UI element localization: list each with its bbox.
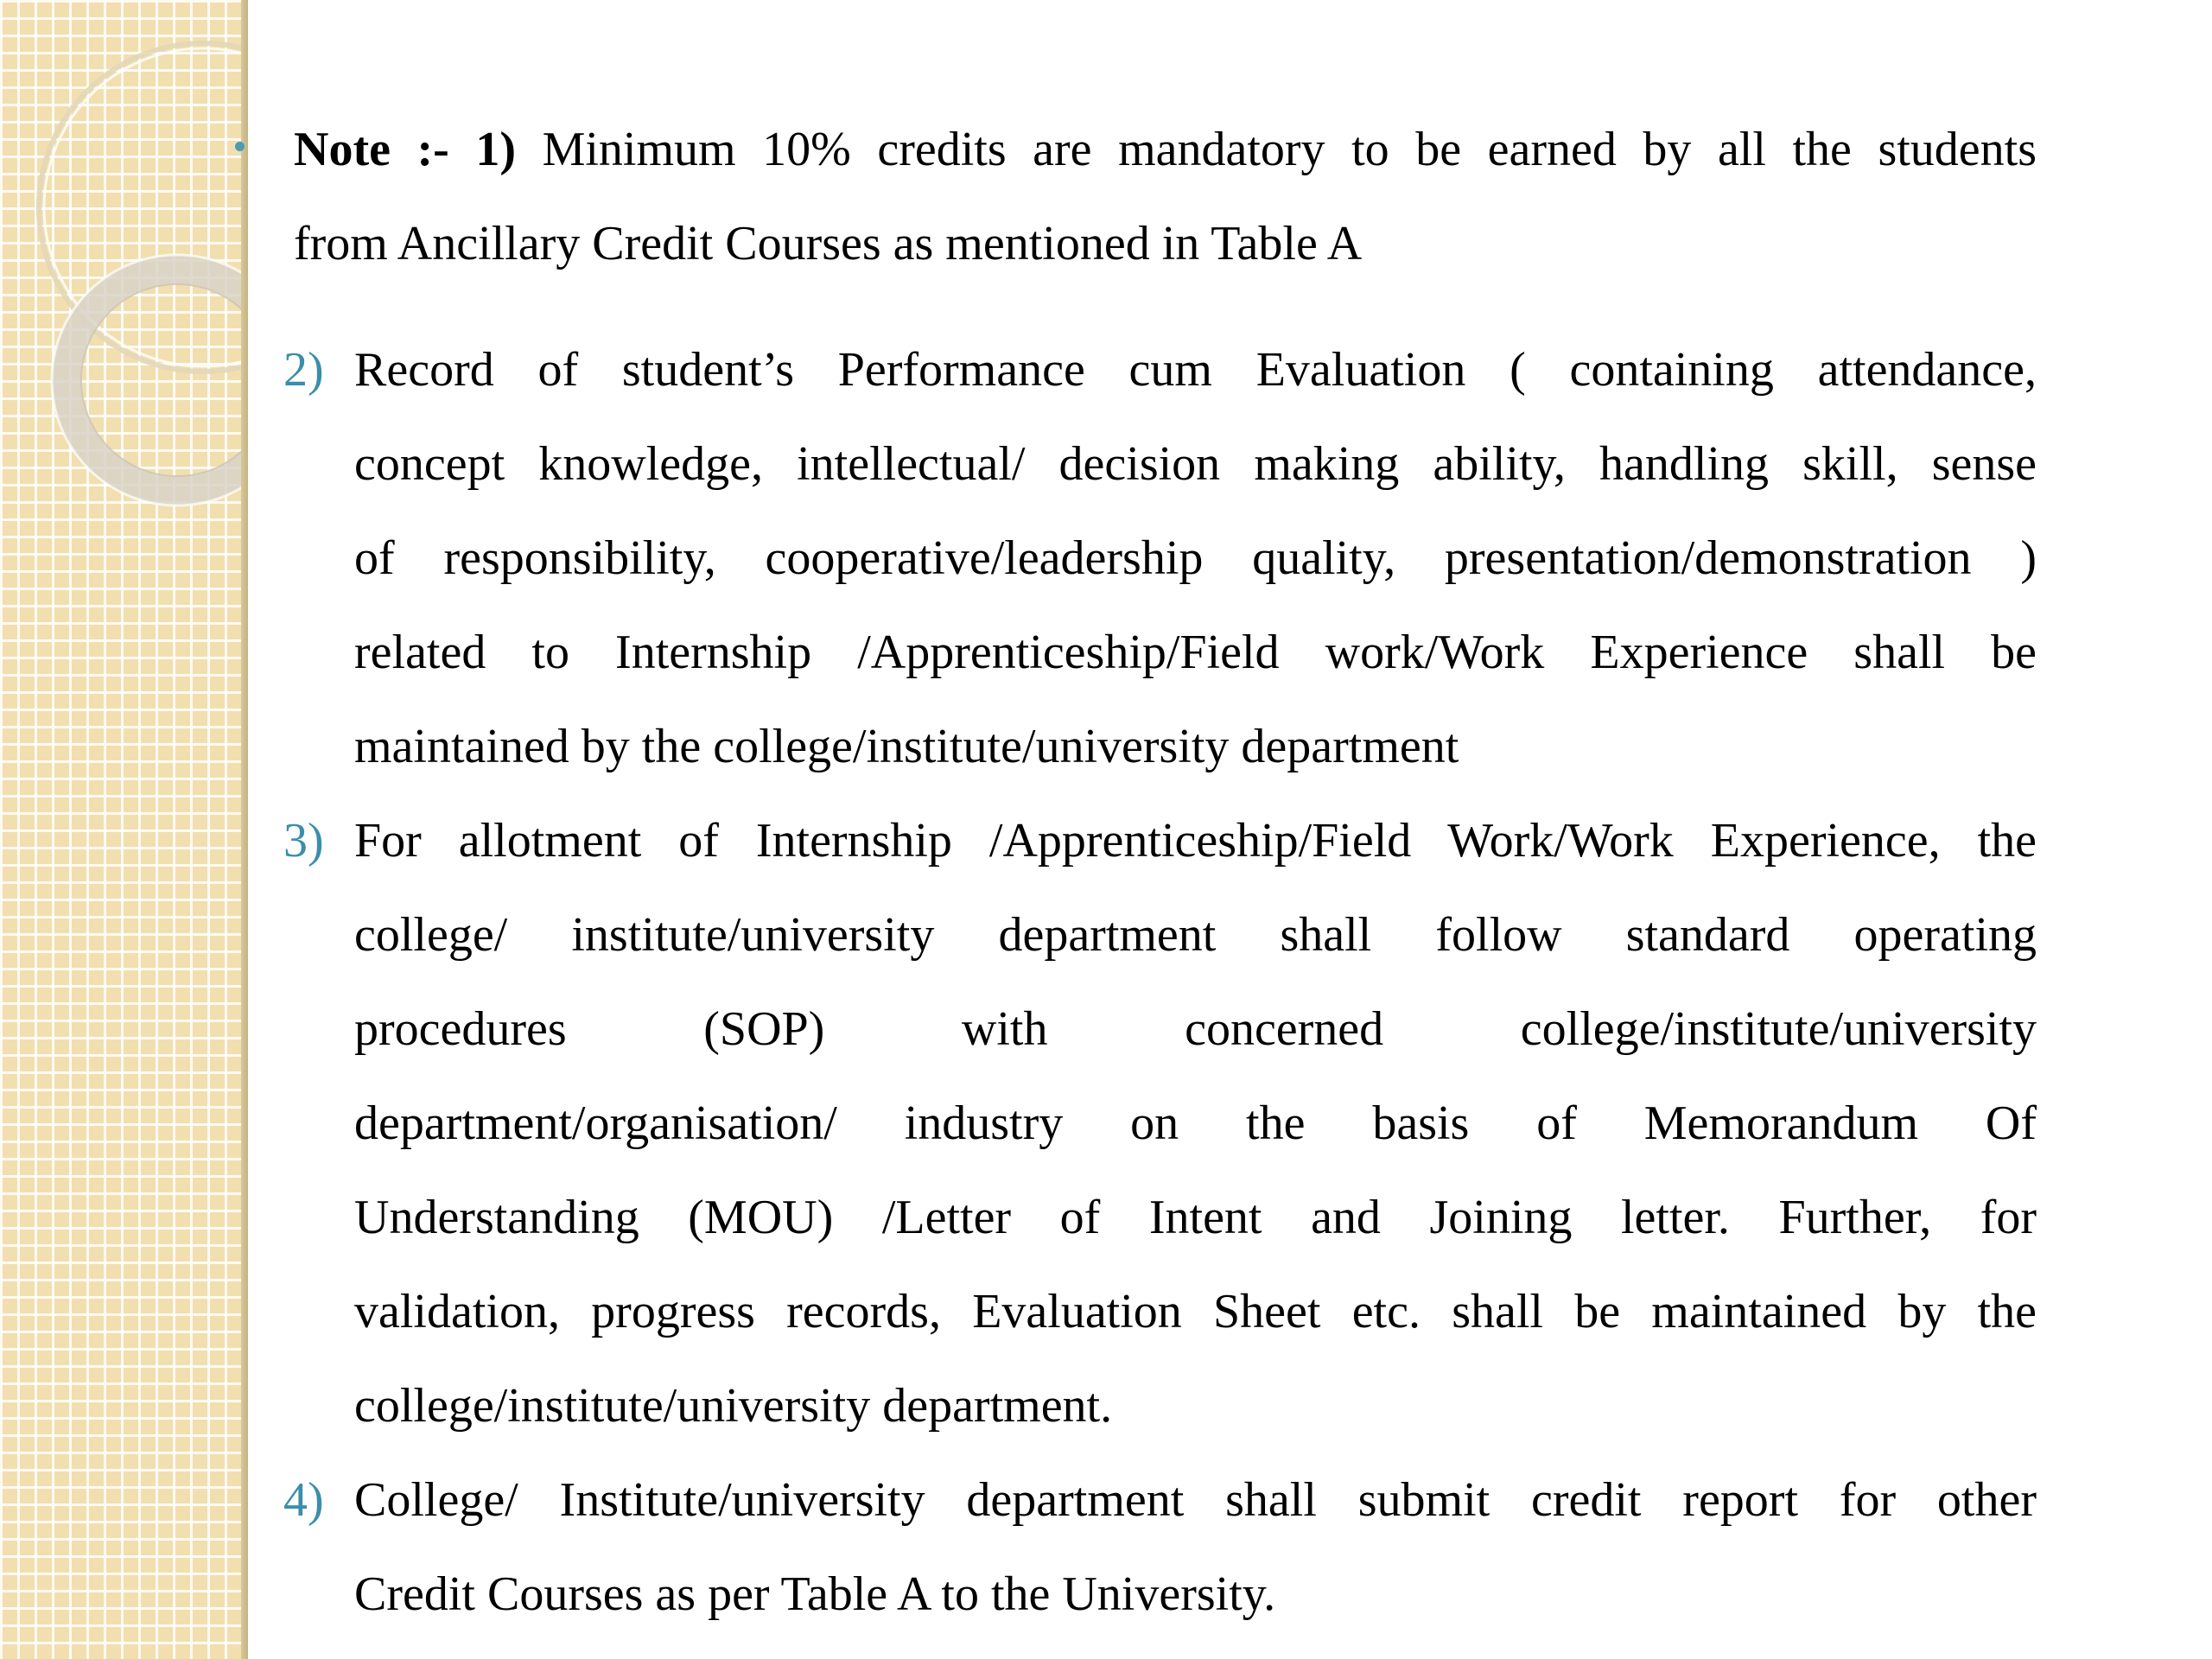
item-3-number: 3) — [283, 814, 324, 868]
note-prefix: Note :- 1) — [294, 123, 516, 176]
item-3-line-4: department/organisation/ industry on the basis of Memorandum Of — [354, 1096, 2037, 1150]
item-3-line-1: For allotment of Internship /Apprenticeship/Field Work/Work Experience, the — [354, 814, 2037, 868]
item-3-line-3: procedures (SOP) with concerned college/institute/university — [354, 1002, 2037, 1056]
item-2-line-5: maintained by the college/institute/university department — [354, 720, 1459, 773]
item-3-line-6: validation, progress records, Evaluation Sheet etc. shall be maintained by the — [354, 1285, 2037, 1338]
note-line-1 — [294, 119, 2037, 180]
item-3-line-7: college/institute/university department. — [354, 1379, 1113, 1433]
item-2-line-2: concept knowledge, intellectual/ decision making ability, handling skill, sense — [354, 437, 2037, 491]
item-2-line-1: Record of student’s Performance cum Evaluation ( containing attendance, — [354, 343, 2037, 397]
item-4-number: 4) — [283, 1473, 324, 1527]
item-2-line-3: of responsibility, cooperative/leadership quality, presentation/demonstration ) — [354, 531, 2037, 585]
note-text-1: Minimum 10% credits are mandatory to be earned by all the students — [542, 123, 2037, 176]
note-text-2: from Ancillary Credit Courses as mentioned in Table A — [294, 217, 1363, 270]
item-3-line-5: Understanding (MOU) /Letter of Intent and Joining letter. Further, for — [354, 1191, 2037, 1244]
bullet-icon — [235, 142, 245, 151]
item-4-line-2: Credit Courses as per Table A to the University. — [354, 1567, 1276, 1621]
item-4-line-1: College/ Institute/university department shall submit credit report for other — [354, 1473, 2037, 1527]
item-2-line-4: related to Internship /Apprenticeship/Field work/Work Experience shall be — [354, 626, 2037, 679]
item-2-number: 2) — [283, 343, 324, 397]
note-line-2 — [294, 213, 2037, 274]
item-3-line-2: college/ institute/university department shall follow standard operating — [354, 908, 2037, 962]
